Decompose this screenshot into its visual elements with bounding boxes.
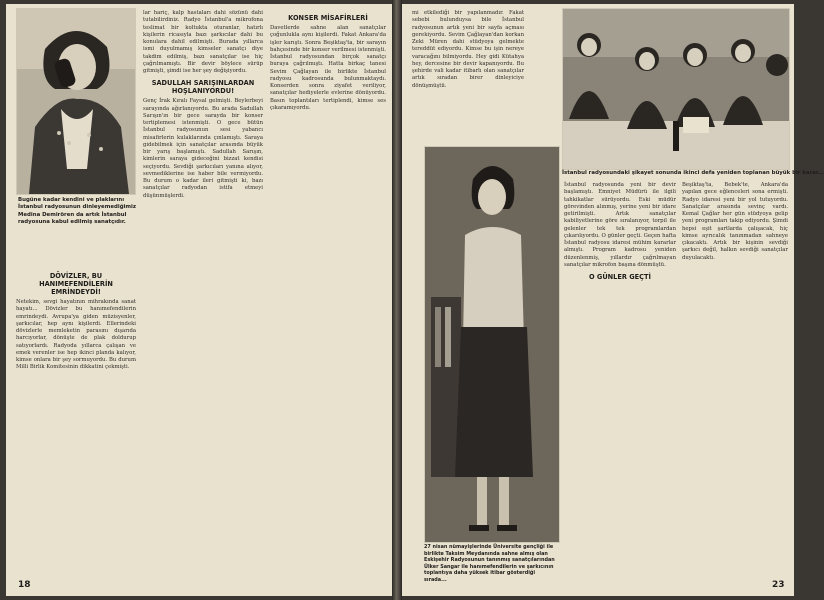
left-column-3 bbox=[270, 10, 386, 580]
left-column-2 bbox=[143, 10, 263, 580]
left-page bbox=[6, 4, 392, 596]
left-column-1 bbox=[16, 268, 136, 586]
right-photo-woman-standing bbox=[424, 146, 560, 543]
heading-o-gunler: O GÜNLER GEÇTİ bbox=[589, 273, 651, 281]
right-column-3 bbox=[682, 182, 788, 582]
right-middle-photo-caption: 27 nisan nümayişlerinde Üniversite gençliği ile birlikte Taksim Meydanında sahne almış olan Eskişehir Radyosunun tanınmış sanatçılarından Ülker Sangar ile hanımefendilerin ve şarkıcının toplantıya daha yüksek itibar gösterdiği sırada... bbox=[424, 544, 555, 583]
heading-dovizler: DÖVİZLER, BU HANIMEFENDİLERİN EMRİNDEYDİ! bbox=[39, 272, 113, 296]
paragraph: mi etkilediği bir yapılanmadır. Fakat sebebi bulunduysa bile İstanbul radyosunun artık yeni bir sayfa açması gerekiyordu. Sevim Çağlayan'dan korkan Zeki Müren dahi stüdyoya gelmekte tereddüt ediyordu. Kimse bu işin nereye varacağını bilmiyordu. Hey gidi Kütahya hey, dercesine bir devir kapanıyordu. Bu şehirde vali kadar itibarlı olan sanatçılar artık sıradan birer dinleyiciye dönüşmüştü. bbox=[412, 10, 524, 89]
heading-konser: KONSER MİSAFİRLERİ bbox=[288, 14, 368, 22]
right-top-photo-meeting bbox=[562, 8, 790, 170]
paragraph: lar hariç, kalp hastaları dahi sözünü dahi tutabilirdiniz. Radyo İstanbul'a mikrofona teslimat bir koltukta oturanlar, hatırlı kişilerin ricasıyla bazı şarkıcılar dahi bu konulara dahil edilmişti. Burada yıllarca ismi duyulmamış kimseler sanatçı diye takdim edilmiş, bazı sanatçılar ise hiç çağrılmamıştı. Bir devir böylece sürüp gitmişti, şimdi ise her şey değişiyordu. bbox=[143, 10, 263, 74]
paragraph: Netekim, sevgi hayatının mihrakında sanat hayatı... Dövizler bu hanımefendilerin emrindeydi. Avrupa'ya giden müzisyenler, şarkıcılar, hep aynı kişilerdi. Ellerindeki dövizlerle memleketin parasını dışarıda harcıyorlar, dönüşte de plak doldurup satıyorlardı. Radyoda yıllarca çalışan ve emek verenler ise hep ikinci planda kalıyor, kimse onlara bir şey sormuyordu. Bu durum Milli Birlik Komitesinin dikkatini çekmişti. bbox=[16, 299, 136, 371]
paragraph: Beşiktaş'ta, Bebek'te, Ankara'da yapılan gece eğlenceleri sona ermişti. Radyo idaresi yeni bir yol tutuyordu. Sanatçılar arasında sevinç vardı. Kemal Çağlar her gün stüdyoya gelip yeni programları takip ediyordu. Şimdi hepsi eşit şartlarda çalışacak, hiç kimse ayrıcalık tanınmadan sahneye çıkacaktı. Artık bir kişinin sevdiği şarkıcı değil, halkın sevdiği sanatçılar duyulacaktı. bbox=[682, 182, 788, 261]
page-number-right: 23 bbox=[772, 580, 785, 590]
left-photo-woman-telephone bbox=[16, 8, 136, 195]
heading-sadullah: SADULLAH SARIŞINLARDAN HOŞLANIYORDU! bbox=[151, 79, 255, 96]
right-column-2 bbox=[564, 182, 676, 590]
right-top-photo-caption: İstanbul radyosundaki şikayet sonunda ikinci defa yeniden toplanan büyük bir karar... bbox=[562, 170, 824, 176]
right-column-1 bbox=[412, 10, 524, 138]
paragraph: Davetlerde sahne alan sanatçılar çoğunlukla aynı kişilerdi. Fakat Ankara'da işler karıştı. Sonra Beşiktaş'ta, bir sarayın bahçesinde bir konser verilmesi istenmişti. İstanbul radyosundan birçok sanatçı buraya çağrılmıştı. Hatta birkaç tanesi Sevim Çağlayan ile birlikte İstanbul radyosu kadrosunda bulunmaktaydı. Konserden sonra ziyafet veriliyor, sanatçılar hediyelerle evlerine dönüyordu. Basın toplantıları tertiplendi, kimse ses çıkaramıyordu. bbox=[270, 25, 386, 111]
right-page bbox=[402, 4, 824, 596]
paragraph: İstanbul radyosunda yeni bir devir başlamıştı. Emniyet Müdürü ile ilgili tahkikatlar sürüyordu. Eski müdür görevinden alınmış, yerine yeni bir idare getirilmişti. Artık sanatçılar kabiliyetlerine göre sıralanıyor, torpil ile gelenler tek tek programlardan çıkarılıyordu. O günler geçti. Geçen hafta İstanbul radyosu idaresi mühim kararlar almıştı. Program kadrosu yeniden düzenlenmiş, yıllardır çağrılmayan sanatçılar mikrofon başına dönmüştü. bbox=[564, 182, 676, 268]
left-photo-caption: Bugüne kadar kendini ve plaklarını İstanbul radyosunun dinleyemediğimiz Medina Demirören da artık İstanbul radyosuna kabul edilmiş sanatçıdır. bbox=[18, 197, 137, 225]
page-number-left: 18 bbox=[18, 580, 31, 590]
paragraph: Genç İrak Kıralı Faysal gelmişti. Beylerbeyi sarayında ağırlanıyordu. Bu arada Sadullah Sarışın'ın bir gece sarayda bir konser tertiplemesi istenmişti. O gece bütün İstanbul radyosunun sesi yabancı misafirlerin kulaklarında çınlamıştı. Saraya gidebilmek için sanatçılar arasında büyük bir yarış başlamıştı. Sadullah Sarışın, kimlerin saraya gideceğini bizzat kendisi seçiyordu. Sevdiği şarkıcıları yanına alıyor, sevmediklerine ise haber bile vermiyordu. Bu durum o kadar ileri gitmişti ki, bazı sanatçılar radyodan istifa etmeyi düşünmüşlerdi. bbox=[143, 98, 263, 199]
page-gutter bbox=[392, 0, 402, 600]
